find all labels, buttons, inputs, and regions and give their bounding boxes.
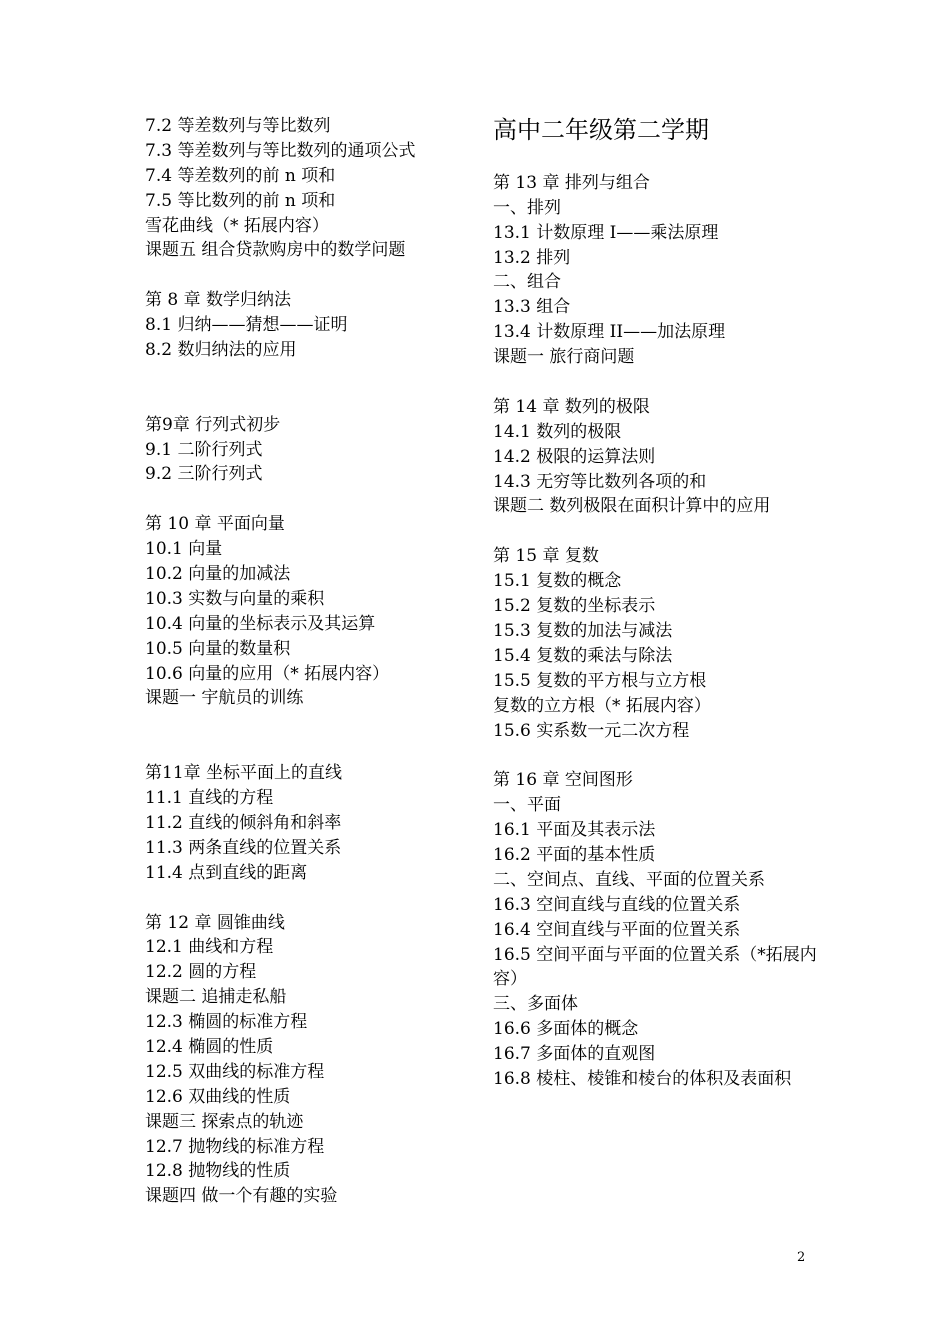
toc-entry: 15.4 复数的乘法与除法 — [493, 645, 673, 666]
toc-entry: 11.2 直线的倾斜角和斜率 — [145, 812, 342, 833]
toc-entry: 12.6 双曲线的性质 — [145, 1086, 291, 1107]
blank-line — [145, 487, 465, 512]
page-number: 2 — [797, 1250, 806, 1265]
toc-entry: 第11章 坐标平面上的直线 — [145, 763, 343, 784]
toc-entry: 第 12 章 圆锥曲线 — [145, 912, 285, 933]
toc-entry: 课题五 组合贷款购房中的数学问题 — [145, 240, 406, 261]
toc-entry: 12.1 曲线和方程 — [145, 937, 274, 958]
toc-entry: 15.2 复数的坐标表示 — [493, 596, 656, 617]
toc-entry: 三、多面体 — [493, 994, 578, 1015]
right-column — [493, 114, 823, 1092]
right-column-lines — [493, 146, 823, 1092]
semester-title: 高中二年级第二学期 — [493, 116, 709, 144]
blank-line — [493, 146, 823, 171]
toc-entry: 16.2 平面的基本性质 — [493, 844, 656, 865]
blank-line — [145, 363, 465, 388]
toc-entry: 第 13 章 排列与组合 — [493, 172, 650, 193]
toc-entry: 15.3 复数的加法与减法 — [493, 620, 673, 641]
toc-entry: 14.2 极限的运算法则 — [493, 446, 656, 467]
toc-entry: 16.4 空间直线与平面的位置关系 — [493, 919, 741, 940]
toc-entry: 16.6 多面体的概念 — [493, 1019, 639, 1040]
toc-entry: 8.1 归纳——猜想——证明 — [145, 315, 348, 336]
toc-entry: 16.1 平面及其表示法 — [493, 820, 656, 841]
toc-entry: 一、排列 — [493, 197, 561, 218]
toc-entry: 课题一 旅行商问题 — [493, 347, 635, 368]
toc-entry: 7.3 等差数列与等比数列的通项公式 — [145, 140, 416, 161]
blank-line — [145, 711, 465, 736]
toc-entry: 11.3 两条直线的位置关系 — [145, 837, 342, 858]
toc-entry: 15.6 实系数一元二次方程 — [493, 720, 690, 741]
toc-entry: 13.2 排列 — [493, 247, 571, 268]
left-column — [145, 114, 465, 1209]
toc-entry: 课题三 探索点的轨迹 — [145, 1111, 304, 1132]
toc-entry: 雪花曲线（* 拓展内容） — [145, 215, 329, 236]
toc-entry: 15.1 复数的概念 — [493, 571, 622, 592]
toc-entry: 第 14 章 数列的极限 — [493, 396, 650, 417]
blank-line — [145, 736, 465, 761]
toc-entry: 7.5 等比数列的前 n 项和 — [145, 190, 336, 211]
toc-entry: 12.4 椭圆的性质 — [145, 1036, 274, 1057]
toc-entry: 第 8 章 数学归纳法 — [145, 290, 292, 311]
toc-entry: 16.8 棱柱、棱锥和棱台的体积及表面积 — [493, 1069, 792, 1089]
toc-entry: 二、空间点、直线、平面的位置关系 — [493, 869, 765, 890]
toc-entry: 10.1 向量 — [145, 539, 223, 560]
toc-entry: 10.5 向量的数量积 — [145, 638, 291, 659]
toc-entry: 7.2 等差数列与等比数列 — [145, 116, 331, 136]
toc-entry: 13.4 计数原理 II——加法原理 — [493, 322, 726, 343]
blank-line — [145, 388, 465, 413]
toc-entry: 10.3 实数与向量的乘积 — [145, 588, 325, 609]
toc-entry: 14.1 数列的极限 — [493, 421, 622, 442]
toc-entry: 15.5 复数的平方根与立方根 — [493, 670, 707, 691]
toc-entry: 9.2 三阶行列式 — [145, 464, 263, 485]
toc-entry: 12.8 抛物线的性质 — [145, 1161, 291, 1182]
toc-entry: 7.4 等差数列的前 n 项和 — [145, 165, 336, 186]
toc-entry: 二、组合 — [493, 272, 561, 293]
toc-entry: 10.6 向量的应用（* 拓展内容） — [145, 663, 390, 684]
toc-entry: 课题四 做一个有趣的实验 — [145, 1186, 338, 1207]
toc-entry: 第 15 章 复数 — [493, 546, 599, 567]
toc-entry: 第 16 章 空间图形 — [493, 770, 633, 791]
blank-line — [145, 263, 465, 288]
toc-entry: 课题一 宇航员的训练 — [145, 688, 304, 709]
toc-entry: 一、平面 — [493, 795, 561, 816]
toc-entry: 12.7 抛物线的标准方程 — [145, 1136, 325, 1157]
toc-entry: 13.3 组合 — [493, 297, 571, 318]
toc-entry: 课题二 追捕走私船 — [145, 987, 287, 1008]
toc-entry: 9.1 二阶行列式 — [145, 439, 263, 460]
toc-entry: 12.5 双曲线的标准方程 — [145, 1061, 325, 1082]
toc-entry: 第9章 行列式初步 — [145, 414, 281, 435]
toc-entry: 14.3 无穷等比数列各项的和 — [493, 471, 707, 492]
toc-entry: 第 10 章 平面向量 — [145, 514, 285, 535]
toc-entry: 12.3 椭圆的标准方程 — [145, 1012, 308, 1033]
blank-line — [145, 886, 465, 911]
toc-entry: 10.4 向量的坐标表示及其运算 — [145, 613, 376, 634]
toc-entry: 16.5 空间平面与平面的位置关系（*拓展内容） — [493, 944, 817, 990]
toc-entry: 10.2 向量的加减法 — [145, 564, 291, 585]
toc-entry: 12.2 圆的方程 — [145, 962, 257, 983]
toc-entry: 11.4 点到直线的距离 — [145, 862, 308, 883]
toc-entry: 复数的立方根（* 拓展内容） — [493, 695, 711, 716]
toc-entry: 课题二 数列极限在面积计算中的应用 — [493, 496, 771, 517]
toc-entry: 8.2 数归纳法的应用 — [145, 340, 297, 361]
toc-entry: 16.3 空间直线与直线的位置关系 — [493, 894, 741, 915]
toc-entry: 16.7 多面体的直观图 — [493, 1044, 656, 1065]
toc-entry: 11.1 直线的方程 — [145, 788, 274, 809]
blank-line — [493, 370, 823, 395]
blank-line — [493, 743, 823, 768]
blank-line — [493, 519, 823, 544]
toc-entry: 13.1 计数原理 I——乘法原理 — [493, 222, 719, 243]
